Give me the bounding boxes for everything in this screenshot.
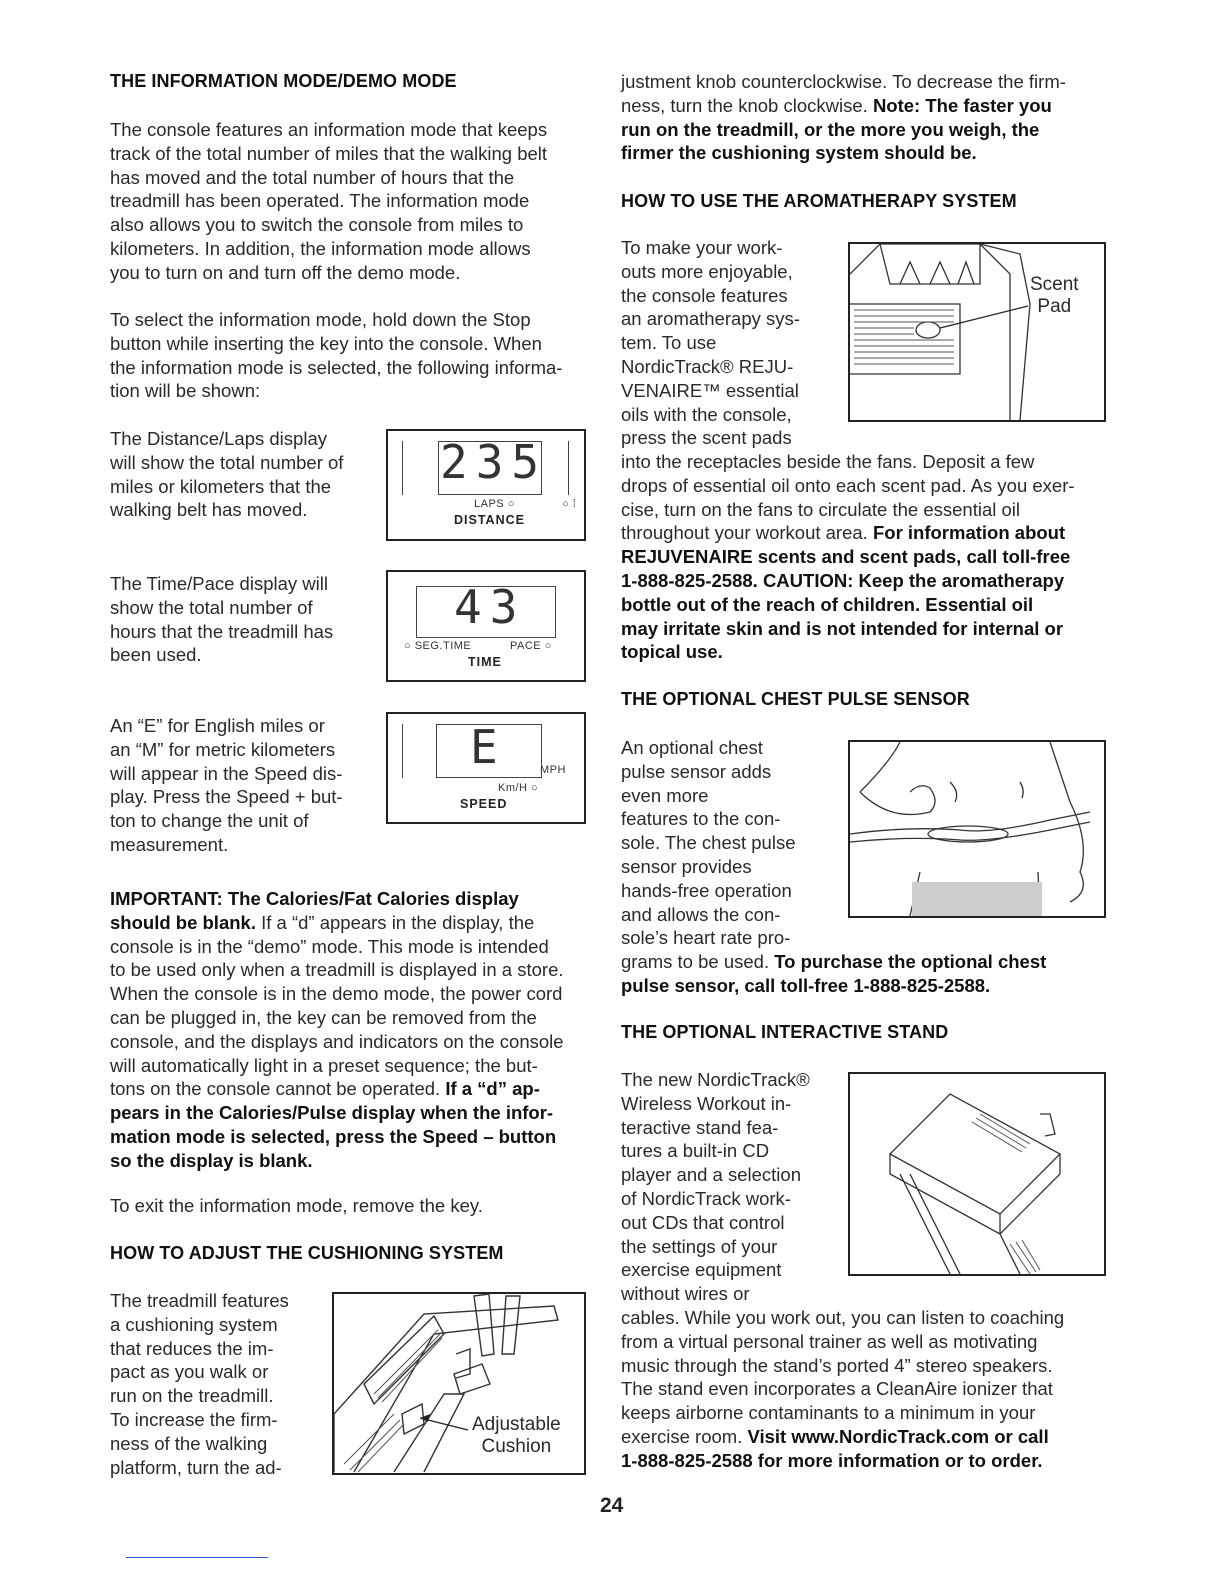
text-line: The new NordicTrack® [621, 1069, 810, 1090]
chest-heading: THE OPTIONAL CHEST PULSE SENSOR [621, 689, 970, 709]
stand-drawing [850, 1074, 1104, 1274]
text-line: bottle out of the reach of children. Essential oil [621, 593, 1034, 615]
stand-heading: THE OPTIONAL INTERACTIVE STAND [621, 1022, 949, 1042]
text-line: exercise room. Visit www.NordicTrack.com or call [621, 1425, 1049, 1447]
exit-text: To exit the information mode, remove the key. [110, 1195, 483, 1216]
text-line: player and a selection [621, 1164, 801, 1186]
text-line: keeps airborne contaminants to a minimum in your [621, 1402, 1036, 1424]
distance-label: DISTANCE [454, 513, 525, 527]
speed-text [110, 714, 343, 857]
text-line: you to turn on and turn off the demo mode. [110, 261, 461, 283]
text-line: An “E” for English miles or [110, 715, 325, 736]
page-number: 24 [600, 1494, 624, 1517]
text-line: throughout your workout area. For information about [621, 522, 1066, 544]
text-line: tem. To use [621, 332, 717, 354]
text-line: Adjustable [472, 1414, 561, 1435]
text-line: out CDs that control [621, 1211, 785, 1233]
text-line: from a virtual personal trainer as well as motivating [621, 1330, 1038, 1352]
interactive-stand-illustration [848, 1072, 1106, 1276]
text-line: measurement. [110, 833, 229, 855]
text-line: will show the total number of [110, 451, 344, 473]
text-line: will automatically light in a preset sequence; the but- [110, 1054, 538, 1076]
text-line: To increase the firm- [110, 1408, 278, 1430]
cushion-continued [621, 70, 1066, 165]
text-line: even more [621, 784, 709, 806]
text-line: console is in the “demo” mode. This mode is intended [110, 935, 549, 957]
seg-time-label: SEG.TIME [414, 640, 472, 652]
time-value: 43 [454, 580, 526, 634]
text-line: oils with the console, [621, 403, 792, 425]
chest-sensor-illustration [848, 740, 1106, 918]
info-mode-heading: THE INFORMATION MODE/DEMO MODE [110, 71, 457, 91]
text-line: has moved and the total number of hours that the [110, 166, 515, 188]
text-line: cise, turn on the fans to circulate the essential oil [621, 498, 1020, 520]
kmh-label: Km/H [498, 782, 528, 794]
chest-strap-drawing [850, 742, 1104, 916]
info-para-1 [110, 118, 547, 285]
chest-body [621, 950, 1046, 998]
text-line: cables. While you work out, you can listen to coaching [621, 1307, 1065, 1328]
laps-label: LAPS [474, 498, 505, 510]
adjustable-cushion-label [472, 1414, 561, 1458]
text-line: miles or kilometers that the [110, 475, 332, 497]
text-line: The stand even incorporates a CleanAire ionizer that [621, 1378, 1053, 1400]
chest-intro [621, 736, 796, 950]
footer-rule [126, 1557, 268, 1558]
text-line: justment knob counterclockwise. To decrease the firm- [621, 71, 1066, 92]
console-fan-drawing [850, 244, 1104, 420]
text-line: Cushion [481, 1436, 552, 1457]
text-line: button while inserting the key into the console. When [110, 332, 542, 354]
text-line: an “M” for metric kilometers [110, 738, 336, 760]
text-line: hours that the treadmill has [110, 620, 334, 642]
text-line: the console features [621, 284, 788, 306]
text-line: ton to change the unit of [110, 810, 309, 832]
text-line: also allows you to switch the console from miles to [110, 214, 524, 236]
text-line: walking belt has moved. [110, 499, 308, 521]
text-line: of NordicTrack work- [621, 1187, 791, 1209]
text-line: Wireless Workout in- [621, 1092, 792, 1114]
text-line: run on the treadmill, or the more you weigh, the [621, 118, 1040, 140]
text-line: can be plugged in, the key can be removed from the [110, 1006, 537, 1028]
time-display-figure: 43 ○ SEG.TIME PACE ○ TIME [386, 570, 586, 682]
text-line: The treadmill features [110, 1290, 289, 1311]
mph-label: MPH [540, 764, 566, 776]
text-line: 1-888-825-2588. CAUTION: Keep the aromatherapy [621, 569, 1065, 591]
text-line: exercise equipment [621, 1259, 782, 1281]
cushion-heading: HOW TO ADJUST THE CUSHIONING SYSTEM [110, 1243, 504, 1263]
text-line: platform, turn the ad- [110, 1456, 282, 1478]
text-line: 1-888-825-2588 for more information or to order. [621, 1449, 1043, 1471]
important-paragraph [110, 887, 564, 1173]
cushion-illustration [332, 1292, 586, 1475]
text-line: drops of essential oil onto each scent pad. As you exer- [621, 474, 1075, 496]
text-line: so the display is blank. [110, 1149, 313, 1171]
aroma-body [621, 450, 1075, 664]
text-line: pulse sensor, call toll-free 1-888-825-2588. [621, 974, 991, 996]
text-line: play. Press the Speed + but- [110, 786, 343, 808]
text-line: teractive stand fea- [621, 1116, 779, 1138]
text-line: When the console is in the demo mode, the power cord [110, 983, 563, 1005]
text-line: sole. The chest pulse [621, 832, 796, 854]
time-text [110, 572, 333, 667]
text-line: run on the treadmill. [110, 1385, 274, 1407]
aromatherapy-illustration [848, 242, 1106, 422]
text-line: features to the con- [621, 808, 781, 830]
text-line: topical use. [621, 641, 723, 663]
text-line: tons on the console cannot be operated. If a “d” ap- [110, 1078, 540, 1100]
text-line: Pad [1037, 296, 1072, 317]
time-label: TIME [468, 655, 502, 669]
speed-label: SPEED [460, 797, 508, 811]
pace-label: PACE [510, 640, 542, 652]
text-line: sensor provides [621, 855, 752, 877]
text-line: mation mode is selected, press the Speed – button [110, 1125, 557, 1147]
text-line: outs more enjoyable, [621, 260, 793, 282]
text-line: tures a built-in CD [621, 1140, 770, 1162]
text-line: ness of the walking [110, 1432, 268, 1454]
text-line: the information mode is selected, the following informa- [110, 356, 563, 378]
distance-display-figure: 235 LAPS ○ ○ ⁞ DISTANCE [386, 429, 586, 541]
text-line: the settings of your [621, 1235, 778, 1257]
text-line: treadmill has been operated. The information mode [110, 190, 530, 212]
stand-intro [621, 1068, 810, 1306]
scent-pad-label [1030, 274, 1079, 318]
text-line: tion will be shown: [110, 380, 261, 402]
text-line: ness, turn the knob clockwise. Note: The faster you [621, 94, 1052, 116]
text-line: An optional chest [621, 737, 763, 758]
text-line: IMPORTANT: The Calories/Fat Calories display [110, 888, 519, 909]
text-line: pears in the Calories/Pulse display when the infor- [110, 1102, 554, 1124]
text-line: an aromatherapy sys- [621, 308, 800, 330]
text-line: will appear in the Speed dis- [110, 762, 343, 784]
distance-value: 235 [440, 435, 548, 489]
text-line: Scent [1030, 274, 1079, 295]
text-line: pact as you walk or [110, 1361, 269, 1383]
text-line: pulse sensor adds [621, 760, 772, 782]
text-line: that reduces the im- [110, 1337, 274, 1359]
text-line: The Distance/Laps display [110, 428, 327, 449]
text-line: kilometers. In addition, the information mode allows [110, 237, 531, 259]
distance-text [110, 427, 343, 522]
stand-body [621, 1306, 1064, 1473]
text-line: REJUVENAIRE scents and scent pads, call toll-free [621, 546, 1071, 568]
info-para-2 [110, 308, 562, 403]
text-line: may irritate skin and is not intended for internal or [621, 617, 1064, 639]
text-line: VENAIRE™ essential [621, 379, 799, 401]
cushion-text [110, 1289, 289, 1479]
text-line: sole’s heart rate pro- [621, 927, 791, 949]
text-line: should be blank. If a “d” appears in the display, the [110, 911, 535, 933]
text-line: hands-free operation [621, 879, 792, 901]
aroma-heading: HOW TO USE THE AROMATHERAPY SYSTEM [621, 191, 1017, 211]
text-line: To make your work- [621, 237, 783, 258]
text-line: NordicTrack® REJU- [621, 355, 794, 377]
text-line: track of the total number of miles that the walking belt [110, 142, 548, 164]
text-line: The console features an information mode that keeps [110, 119, 548, 140]
text-line: console, and the displays and indicators on the console [110, 1030, 564, 1052]
text-line: into the receptacles beside the fans. Deposit a few [621, 451, 1035, 472]
text-line: grams to be used. To purchase the optional chest [621, 951, 1047, 972]
text-line: firmer the cushioning system should be. [621, 142, 977, 164]
text-line: been used. [110, 644, 202, 666]
speed-value: E [470, 720, 506, 774]
text-line: and allows the con- [621, 903, 781, 925]
aroma-intro [621, 236, 800, 450]
speed-display-figure: E MPH Km/H ○ SPEED [386, 712, 586, 824]
text-line: to be used only when a treadmill is displayed in a store. [110, 959, 564, 981]
text-line: To select the information mode, hold down the Stop [110, 309, 531, 330]
text-line: music through the stand’s ported 4” stereo speakers. [621, 1354, 1053, 1376]
text-line: show the total number of [110, 596, 313, 618]
text-line: The Time/Pace display will [110, 573, 328, 594]
text-line: press the scent pads [621, 427, 792, 449]
text-line: a cushioning system [110, 1313, 278, 1335]
text-line: without wires or [621, 1283, 750, 1305]
